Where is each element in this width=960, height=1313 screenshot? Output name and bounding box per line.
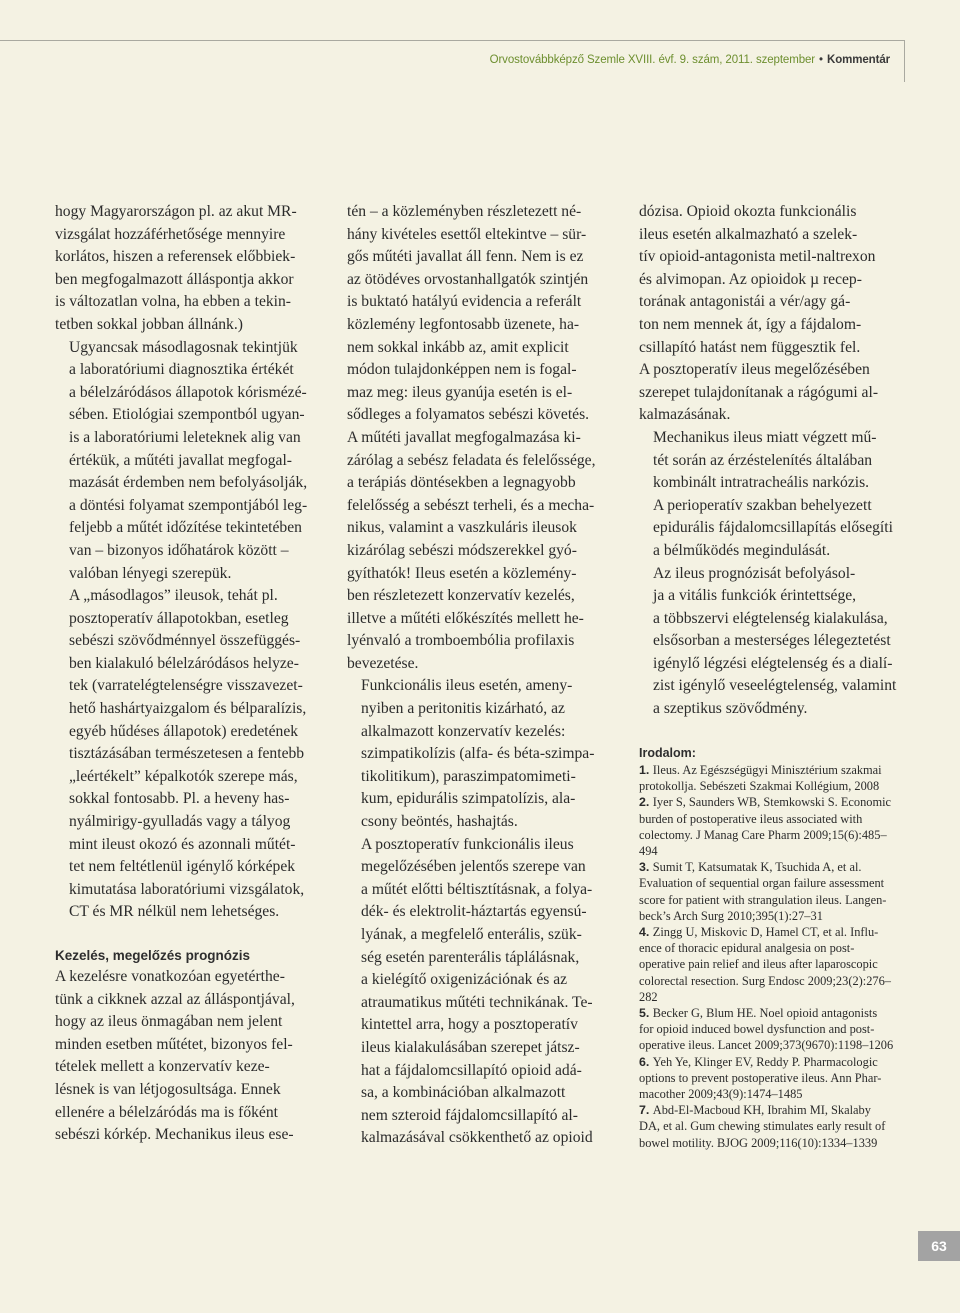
text-line: szimpatikolízis (alfa- és béta-szimpa- (361, 745, 595, 763)
text-line: A perioperatív szakban behelyezett (653, 496, 872, 514)
text-line: tet nem feltétlenül igénylő kórképek (69, 858, 296, 876)
text-line: ben kialakuló bélelzáródásos helyze- (69, 654, 299, 672)
text-line: kum, epidurális szimpatolízis, ala- (361, 790, 576, 808)
text-line: a szeptikus szövődmény. (653, 700, 808, 718)
text-line: kizárólag sebészi módszerekkel gyó- (347, 541, 577, 559)
text-line: kimutatása laboratóriumi vizsgálatok, (69, 880, 305, 898)
text-line: módon tulajdonképpen nem is fogal- (347, 361, 577, 379)
text-line: csillapító hatást nem függesztik fel. (639, 338, 861, 356)
text-line: Az ileus prognózisát befolyásol- (653, 564, 856, 582)
text-line: szerepet tulajdonítanak a rágógumi al- (639, 383, 879, 401)
header-rule (0, 40, 905, 41)
text-line: az ötödéves orvostanhallgatók szintjén (347, 270, 589, 288)
reference-number: 6. (639, 1054, 653, 1069)
text-line: megelőzésében jelentős szerepe van (361, 858, 586, 876)
header-bullet: • (819, 54, 823, 66)
reference-number: 3. (639, 860, 653, 875)
text-line: A posztoperatív funkcionális ileus (361, 835, 574, 853)
reference-line: 1. Ileus. Az Egészségügyi Minisztérium szakmai (639, 763, 882, 777)
text-line: sődleges a folyamatos sebészi követés. (347, 406, 590, 424)
text-line: dék- és elektrolit-háztartás egyensú- (361, 903, 587, 921)
text-line: ja a vitális funkciók érintettsége, (653, 587, 857, 605)
reference-number: 1. (639, 763, 653, 777)
text-line: maz meg: ileus gyanúja esetén is el- (347, 383, 573, 401)
reference-line: 6. Yeh Ye, Klinger EV, Reddy P. Pharmacologic (639, 1054, 878, 1069)
text-line: gős műtéti javallat áll fenn. Nem is ez (347, 248, 584, 266)
text-line: van – bizonyos időhatárok között – (69, 541, 289, 559)
paragraph (639, 201, 911, 427)
text-line: ileus esetén alkalmazható a szelek- (639, 225, 858, 243)
text-line: a döntési folyamat szempontjából leg- (69, 496, 308, 514)
section-heading: Kezelés, megelőzés prognózis (55, 948, 251, 963)
text-line: tételek mellett a konzervatív keze- (55, 1058, 270, 1076)
paragraph (55, 966, 327, 1147)
text-line: Ugyancsak másodlagosnak tekintjük (69, 338, 298, 356)
text-line: CT és MR nélkül nem lehetséges. (69, 903, 280, 921)
reference-line: colorectal resection. Surg Endosc 2009;23(2):276– (639, 973, 891, 988)
reference-line: operative ileus. Lancet 2009;373(9670):1198–1206 (639, 1038, 894, 1053)
text-line: „leértékelt” képalkotók szerepe más, (69, 767, 298, 785)
page-number: 63 (918, 1231, 960, 1261)
text-line: tisztázásában természetesen a fentebb (69, 745, 305, 763)
text-line: sebészi kórkép. Mechanikus ileus ese- (55, 1126, 294, 1144)
reference-item (639, 1102, 909, 1151)
text-line: kintettel arra, hogy a posztoperatív (361, 1016, 578, 1034)
reference-line: bowel motility. BJOG 2009;116(10):1334–1339 (639, 1135, 878, 1150)
text-line: lésnek is van létjogosultsága. Ennek (55, 1080, 281, 1098)
reference-line: 4. Zingg U, Miskovic D, Hamel CT, et al. Influ- (639, 925, 879, 940)
paragraph (55, 585, 327, 924)
text-line: a kielégítő oxigenizációnak és az (361, 971, 568, 989)
reference-line: 2. Iyer S, Saunders WB, Stemkowski S. Economic (639, 795, 892, 810)
text-line: illetve a műtéti előkészítés mellett he- (347, 609, 584, 627)
section-name: Kommentár (826, 54, 890, 66)
reference-line: colectomy. J Manag Care Pharm 2009;15(6):485– (639, 827, 887, 842)
text-line: a többszervi elégtelenség kialakulása, (653, 609, 888, 627)
reference-line: 282 (639, 989, 658, 1004)
text-line: nyiben a peritonitis kizárható, az (361, 700, 565, 718)
text-line: dózisa. Opioid okozta funkcionális (639, 203, 857, 220)
text-line: korlátos, hiszen a referensek előbbiek- (55, 248, 296, 266)
reference-line: DA, et al. Gum chewing stimulates early result of (639, 1119, 886, 1134)
text-line: nem szteroid fájdalomcsillapító al- (361, 1106, 578, 1124)
text-line: A műtéti javallat megfogalmazása ki- (347, 428, 581, 446)
text-column-1 (55, 201, 327, 1147)
paragraph (639, 563, 911, 721)
text-line: lyának, a megfelelő enterális, szük- (361, 926, 582, 943)
text-line: a terápiás döntésekben a legnagyobb (347, 474, 576, 492)
reference-line: beck’s Arch Surg 2010;395(1):27–31 (639, 908, 823, 923)
text-line: csony beöntés, hashajtás. (361, 813, 518, 831)
text-line: Funkcionális ileus esetén, ameny- (361, 677, 573, 695)
reference-line: score for patient with strangulation ileus. Langen- (639, 892, 887, 907)
text-line: tünk a cikknek azzal az álláspontjával, (55, 990, 295, 1008)
text-line: zist igénylő veseelégtelenség, valamint (653, 677, 897, 695)
journal-info: Orvostovábbképző Szemle XVIII. évf. 9. szám, 2011. szeptember (489, 54, 816, 66)
text-line: kalmazásának. (639, 406, 731, 424)
text-line: hogy Magyarországon pl. az akut MR- (55, 203, 297, 220)
text-line: sa, a kombinációban alkalmazott (361, 1084, 566, 1102)
text-line: Mechanikus ileus miatt végzett mű- (653, 428, 877, 446)
reference-line: protokollja. Sebészeti Szakmai Kollégium, 2008 (639, 779, 880, 794)
text-line: igénylő légzési elégtelenség és a dialí- (653, 654, 893, 672)
text-line: hogy az ileus önmagában nem jelent (55, 1013, 283, 1031)
text-line: ség esetén parenterális táplálásnak, (361, 948, 580, 966)
text-line: gyíthatók! Ileus esetén a közlemény- (347, 564, 577, 582)
text-line: hat a fájdalomcsillapító opioid adá- (361, 1061, 582, 1079)
reference-line: 5. Becker G, Blum HE. Noel opioid antagonists (639, 1006, 878, 1021)
text-line: tén – a közleményben részletezett né- (347, 203, 582, 220)
text-line: A kezelésre vonatkozóan egyetérthe- (55, 968, 285, 985)
text-line: alkalmazott konzervatív kezelés: (361, 722, 566, 740)
text-line: valóban lényegi szerepük. (69, 564, 232, 582)
text-line: kombinált intratracheális narkózis. (653, 474, 870, 492)
text-line: ileus kialakulásában szerepet játsz- (361, 1038, 580, 1056)
reference-list (639, 762, 909, 1151)
reference-line: operative pain relief and ileus after laparoscopic (639, 957, 878, 972)
reference-line: 494 (639, 844, 658, 859)
reference-number: 7. (639, 1103, 653, 1118)
text-column-2 (347, 201, 619, 1150)
text-line: ben részletezett konzervatív kezelés, (347, 587, 575, 605)
text-line: a bélelzáródásos állapotok kórismézé- (69, 383, 307, 401)
paragraph (55, 201, 327, 337)
text-line: ellenére a bélelzáródás ma is főként (55, 1103, 278, 1121)
text-line: torának antagonistái a vér/agy gá- (639, 293, 851, 311)
text-line: sokkal fontosabb. Pl. a heveny has- (69, 790, 290, 808)
text-line: tikolitikum), paraszimpatomimeti- (361, 767, 576, 785)
paragraph (639, 427, 911, 563)
reference-line: Evaluation of sequential organ failure assessment (639, 876, 885, 891)
text-line: is buktató hatályú evidencia a referált (347, 293, 582, 311)
text-line: sebészi szövődménnyel összefüggés- (69, 632, 301, 650)
text-line: hető hashártyaizgalom és bélparalízis, (69, 700, 307, 718)
reference-line: ence of thoracic epidural analgesia on post- (639, 941, 855, 956)
text-line: zárólag a sebész feladata és felelőssége, (347, 451, 596, 469)
text-line: nyálmirigy-gyulladás vagy a tályog (69, 813, 291, 831)
reference-line: 3. Sumit T, Katsumatak K, Tsuchida A, et al. (639, 860, 862, 875)
text-line: tetben sokkal jobban állnánk.) (55, 315, 243, 333)
reference-item (639, 924, 909, 1005)
text-line: értékük, a műtéti javallat megfogal- (69, 451, 292, 469)
running-header (490, 54, 890, 66)
text-line: feljebb a műtét időzítése tekintetében (69, 519, 302, 537)
text-line: lyénvaló a tromboembólia profilaxis (347, 632, 575, 650)
text-line: minden esetben műtétet, bizonyos fel- (55, 1035, 293, 1053)
reference-item (639, 762, 909, 794)
text-line: mazását érdemben nem befolyásolják, (69, 474, 308, 492)
text-line: is változatlan volna, ha ebben a tekin- (55, 293, 291, 311)
text-line: A „másodlagos” ileusok, tehát pl. (69, 587, 278, 605)
references (639, 745, 909, 1151)
text-line: tek (varratelégtelenségre visszavezet- (69, 677, 303, 695)
reference-line: burden of postoperative ileus associated with (639, 811, 863, 826)
references-title: Irodalom: (639, 746, 696, 760)
text-line: felelősség a sebészt terheli, és a mecha- (347, 496, 595, 514)
text-line: egyéb hűdéses állapotok) eredetének (69, 722, 299, 740)
reference-item (639, 859, 909, 924)
text-line: nem sokkal inkább az, amit explicit (347, 338, 569, 356)
text-line: is a laboratóriumi leleteknek alig van (69, 428, 301, 446)
text-line: a műtét előtti béltisztításnak, a folya- (361, 880, 593, 898)
text-line: a laboratóriumi diagnosztika értékét (69, 361, 294, 379)
text-line: hány kivételes esettől eltekintve – sür- (347, 225, 587, 243)
text-column-3 (639, 201, 911, 721)
text-line: tív opioid-antagonista metil-naltrexon (639, 248, 876, 266)
paragraph (347, 834, 619, 1150)
reference-line: macother 2009;43(9):1474–1485 (639, 1087, 803, 1102)
reference-item (639, 1005, 909, 1054)
text-line: A posztoperatív ileus megelőzésében (639, 361, 870, 379)
paragraph (55, 337, 327, 586)
text-line: epidurális fájdalomcsillapítás elősegíti (653, 519, 893, 537)
text-line: sében. Etiológiai szempontból ugyan- (69, 406, 305, 424)
reference-item (639, 1054, 909, 1103)
text-line: és alvimopan. Az opioidok µ recep- (639, 270, 862, 288)
text-line: nikus, valamint a vaszkuláris ileusok (347, 519, 577, 537)
text-line: mint ileust okozó és azonnali műtét- (69, 835, 296, 853)
reference-number: 4. (639, 925, 653, 940)
reference-line: for opioid induced bowel dysfunction and post- (639, 1022, 875, 1037)
paragraph (347, 675, 619, 833)
reference-number: 2. (639, 795, 653, 810)
text-line: tét során az érzéstelenítés általában (653, 451, 873, 469)
paragraph (347, 201, 619, 675)
text-line: ton nem mennek át, így a fájdalom- (639, 315, 862, 333)
text-line: vizsgálat hozzáférhetősége mennyire (55, 225, 286, 243)
reference-number: 5. (639, 1006, 653, 1021)
text-line: elsősorban a mesterséges lélegeztetést (653, 632, 891, 650)
text-line: kalmazásával csökkenthető az opioid (361, 1129, 593, 1147)
header-divider (904, 40, 905, 82)
text-line: posztoperatív állapotokban, esetleg (69, 609, 289, 627)
text-line: közlemény legfontosabb üzenete, ha- (347, 315, 580, 333)
reference-item (639, 794, 909, 859)
text-line: atraumatikus műtéti technikának. Te- (361, 993, 593, 1011)
text-line: ben megfogalmazott álláspontja akkor (55, 270, 294, 288)
reference-line: 7. Abd-El-Macboud KH, Ibrahim MI, Skalaby (639, 1103, 871, 1118)
text-line: bevezetése. (347, 654, 419, 672)
text-line: a bélműködés megindulását. (653, 541, 831, 559)
reference-line: options to prevent postoperative ileus. Ann Phar- (639, 1070, 882, 1085)
